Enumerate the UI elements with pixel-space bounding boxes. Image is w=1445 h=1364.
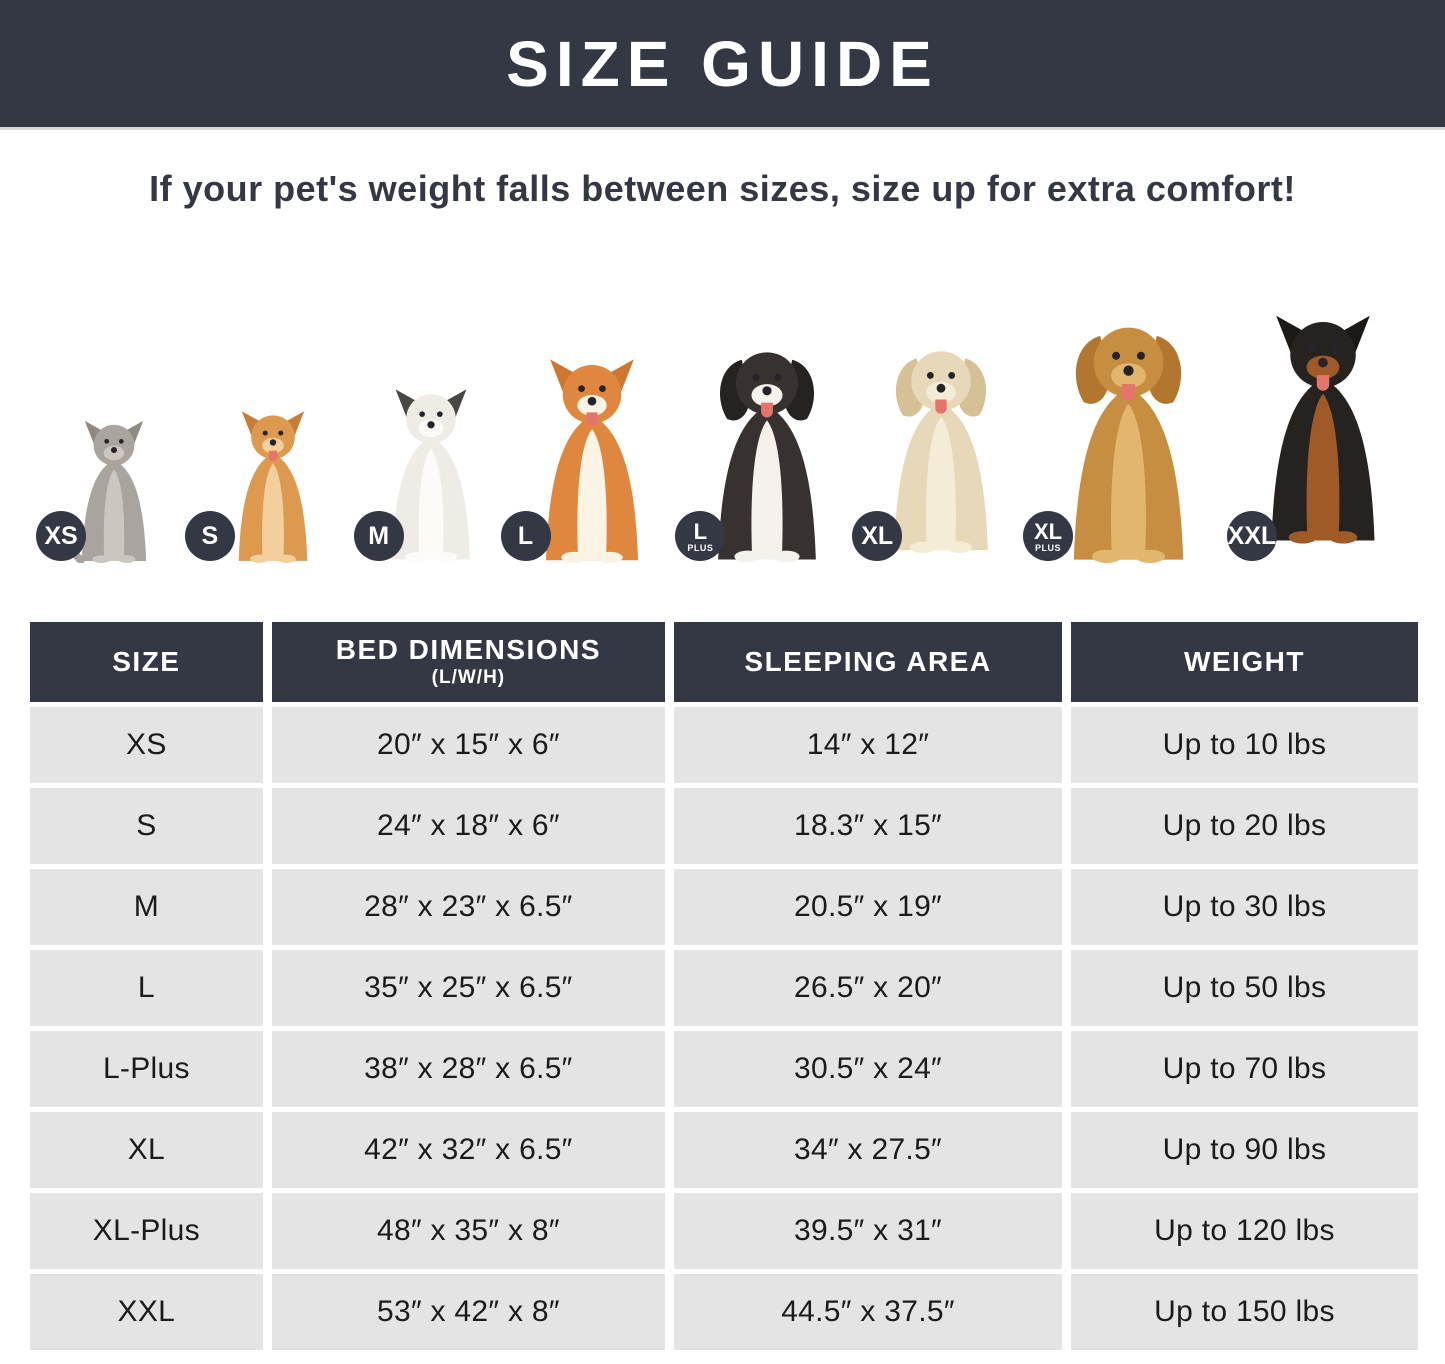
- size-badge-s: [185, 511, 235, 561]
- size-badge-l: [501, 511, 551, 561]
- table-cell-sleeping-row-l: 26.5″ x 20″: [674, 950, 1062, 1026]
- size-badge-xl-plus: [1023, 511, 1073, 561]
- pet-figure-french-bulldog: [368, 381, 490, 563]
- column-header-label: BED DIMENSIONS: [335, 634, 601, 666]
- size-badge-label: XL: [861, 521, 894, 550]
- size-badge-label: L: [517, 521, 534, 550]
- table-cell-bed-row-m: 28″ x 23″ x 6.5″: [272, 869, 665, 945]
- size-badge-sublabel: PLUS: [687, 543, 714, 553]
- size-badge-m: [354, 511, 404, 561]
- table-cell-sleeping-row-s: 18.3″ x 15″: [674, 788, 1062, 864]
- pet-figure-border-collie: [687, 337, 841, 563]
- size-badge-label: M: [368, 521, 390, 550]
- table-cell-size-row-s: S: [30, 788, 263, 864]
- table-cell-weight-row-l: Up to 50 lbs: [1071, 950, 1418, 1026]
- pet-figure-cat: [44, 415, 174, 563]
- table-cell-weight-row-l-plus: Up to 70 lbs: [1071, 1031, 1418, 1107]
- table-cell-size-row-m: M: [30, 869, 263, 945]
- pet-figure-golden-retriever: [1034, 311, 1216, 563]
- table-cell-size-row-xxl: XXL: [30, 1274, 263, 1350]
- table-cell-size-row-xl-plus: XL-Plus: [30, 1193, 263, 1269]
- table-cell-bed-row-xxl: 53″ x 42″ x 8″: [272, 1274, 665, 1350]
- table-cell-bed-row-l-plus: 38″ x 28″ x 6.5″: [272, 1031, 665, 1107]
- table-cell-bed-row-xs: 20″ x 15″ x 6″: [272, 707, 665, 783]
- table-cell-weight-row-xl: Up to 90 lbs: [1071, 1112, 1418, 1188]
- column-header-sublabel: (L/W/H): [431, 666, 506, 688]
- table-cell-weight-row-xxl: Up to 150 lbs: [1071, 1274, 1418, 1350]
- size-badge-sublabel: PLUS: [1035, 543, 1062, 553]
- table-cell-sleeping-row-m: 20.5″ x 19″: [674, 869, 1062, 945]
- table-cell-size-row-l-plus: L-Plus: [30, 1031, 263, 1107]
- table-cell-sleeping-row-xl: 34″ x 27.5″: [674, 1112, 1062, 1188]
- table-header-size: [30, 622, 263, 702]
- table-cell-sleeping-row-xxl: 44.5″ x 37.5″: [674, 1274, 1062, 1350]
- size-badge-label: L: [693, 519, 708, 544]
- size-badge-xs: [36, 511, 86, 561]
- pet-figure-pomeranian: [203, 405, 343, 563]
- column-header-label: WEIGHT: [1183, 645, 1305, 677]
- table-cell-sleeping-row-l-plus: 30.5″ x 24″: [674, 1031, 1062, 1107]
- table-cell-size-row-xl: XL: [30, 1112, 263, 1188]
- column-header-label: SLEEPING AREA: [744, 645, 992, 677]
- pet-figure-labrador: [861, 327, 1012, 563]
- subtitle: If your pet's weight falls between sizes, size up for extra comfort!: [149, 168, 1296, 209]
- table-cell-weight-row-xl-plus: Up to 120 lbs: [1071, 1193, 1418, 1269]
- size-badge-label: XXL: [1227, 521, 1277, 550]
- table-cell-size-row-xs: XS: [30, 707, 263, 783]
- table-cell-bed-row-l: 35″ x 25″ x 6.5″: [272, 950, 665, 1026]
- table-cell-bed-row-xl: 42″ x 32″ x 6.5″: [272, 1112, 665, 1188]
- table-cell-bed-row-s: 24″ x 18″ x 6″: [272, 788, 665, 864]
- pet-figure-shiba-inu: [519, 351, 665, 563]
- size-badge-label: S: [201, 521, 219, 550]
- page-title: SIZE GUIDE: [506, 27, 939, 100]
- table-header-sleeping-area: [674, 622, 1062, 702]
- size-badge-label: XS: [44, 521, 78, 550]
- header-bar: [0, 0, 1445, 130]
- table-header-bed-dimensions: [272, 622, 665, 702]
- table-cell-sleeping-row-xl-plus: 39.5″ x 31″: [674, 1193, 1062, 1269]
- column-header-label: SIZE: [112, 645, 181, 677]
- table-cell-sleeping-row-xs: 14″ x 12″: [674, 707, 1062, 783]
- pet-figure-doberman: [1227, 287, 1401, 563]
- table-cell-weight-row-xs: Up to 10 lbs: [1071, 707, 1418, 783]
- table-cell-weight-row-s: Up to 20 lbs: [1071, 788, 1418, 864]
- table-cell-weight-row-m: Up to 30 lbs: [1071, 869, 1418, 945]
- size-badge-label: XL: [1034, 519, 1063, 544]
- table-cell-bed-row-xl-plus: 48″ x 35″ x 8″: [272, 1193, 665, 1269]
- size-badge-xl: [852, 511, 902, 561]
- table-cell-size-row-l: L: [30, 950, 263, 1026]
- table-header-weight: [1071, 622, 1418, 702]
- size-badge-xxl: [1227, 511, 1277, 561]
- size-table: [30, 622, 1418, 1350]
- pet-size-lineup: [0, 278, 1445, 563]
